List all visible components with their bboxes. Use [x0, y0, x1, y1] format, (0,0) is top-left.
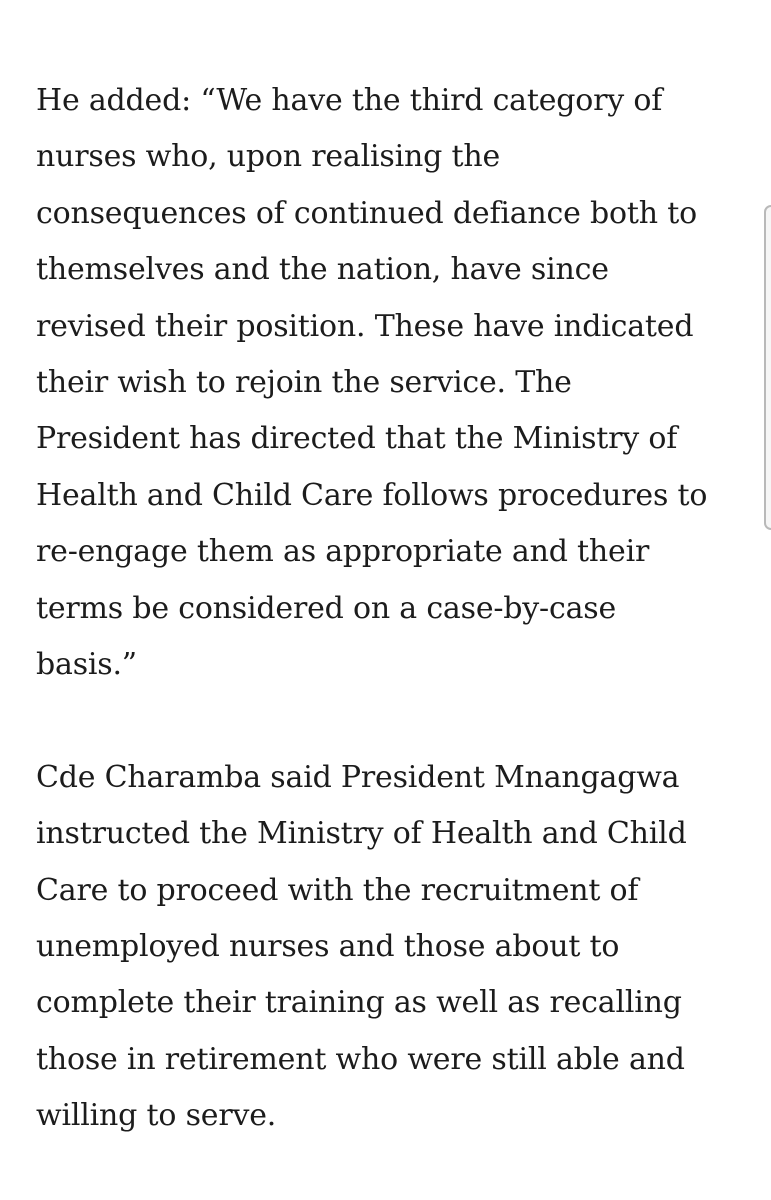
scrollbar-handle[interactable]: [764, 205, 771, 530]
text-line: themselves and the nation, have since: [36, 252, 609, 288]
paragraph-quote: [36, 73, 736, 693]
text-line: willing to serve.: [36, 1098, 277, 1134]
text-line: their wish to rejoin the service. The: [36, 365, 572, 401]
text-line: complete their training as well as recalling: [36, 985, 682, 1021]
text-line: instructed the Ministry of Health and Child: [36, 816, 687, 852]
article-body: [36, 73, 736, 1145]
text-line: revised their position. These have indicated: [36, 308, 694, 344]
text-line: re-engage them as appropriate and their: [36, 534, 650, 570]
text-line: basis.”: [36, 647, 137, 683]
text-line: President has directed that the Ministry of: [36, 421, 678, 457]
paragraph-charamba: [36, 750, 736, 1145]
text-line: unemployed nurses and those about to: [36, 929, 620, 965]
text-line: terms be considered on a case-by-case: [36, 590, 617, 626]
text-line: Care to proceed with the recruitment of: [36, 872, 639, 908]
text-line: He added: “We have the third category of: [36, 83, 663, 118]
text-line: consequences of continued defiance both to: [36, 195, 697, 231]
text-line: those in retirement who were still able and: [36, 1041, 685, 1077]
paragraph-spacer: [36, 693, 736, 749]
text-line: Health and Child Care follows procedures to: [36, 477, 708, 513]
text-line: nurses who, upon realising the: [36, 139, 500, 175]
text-line: Cde Charamba said President Mnangagwa: [36, 759, 680, 795]
